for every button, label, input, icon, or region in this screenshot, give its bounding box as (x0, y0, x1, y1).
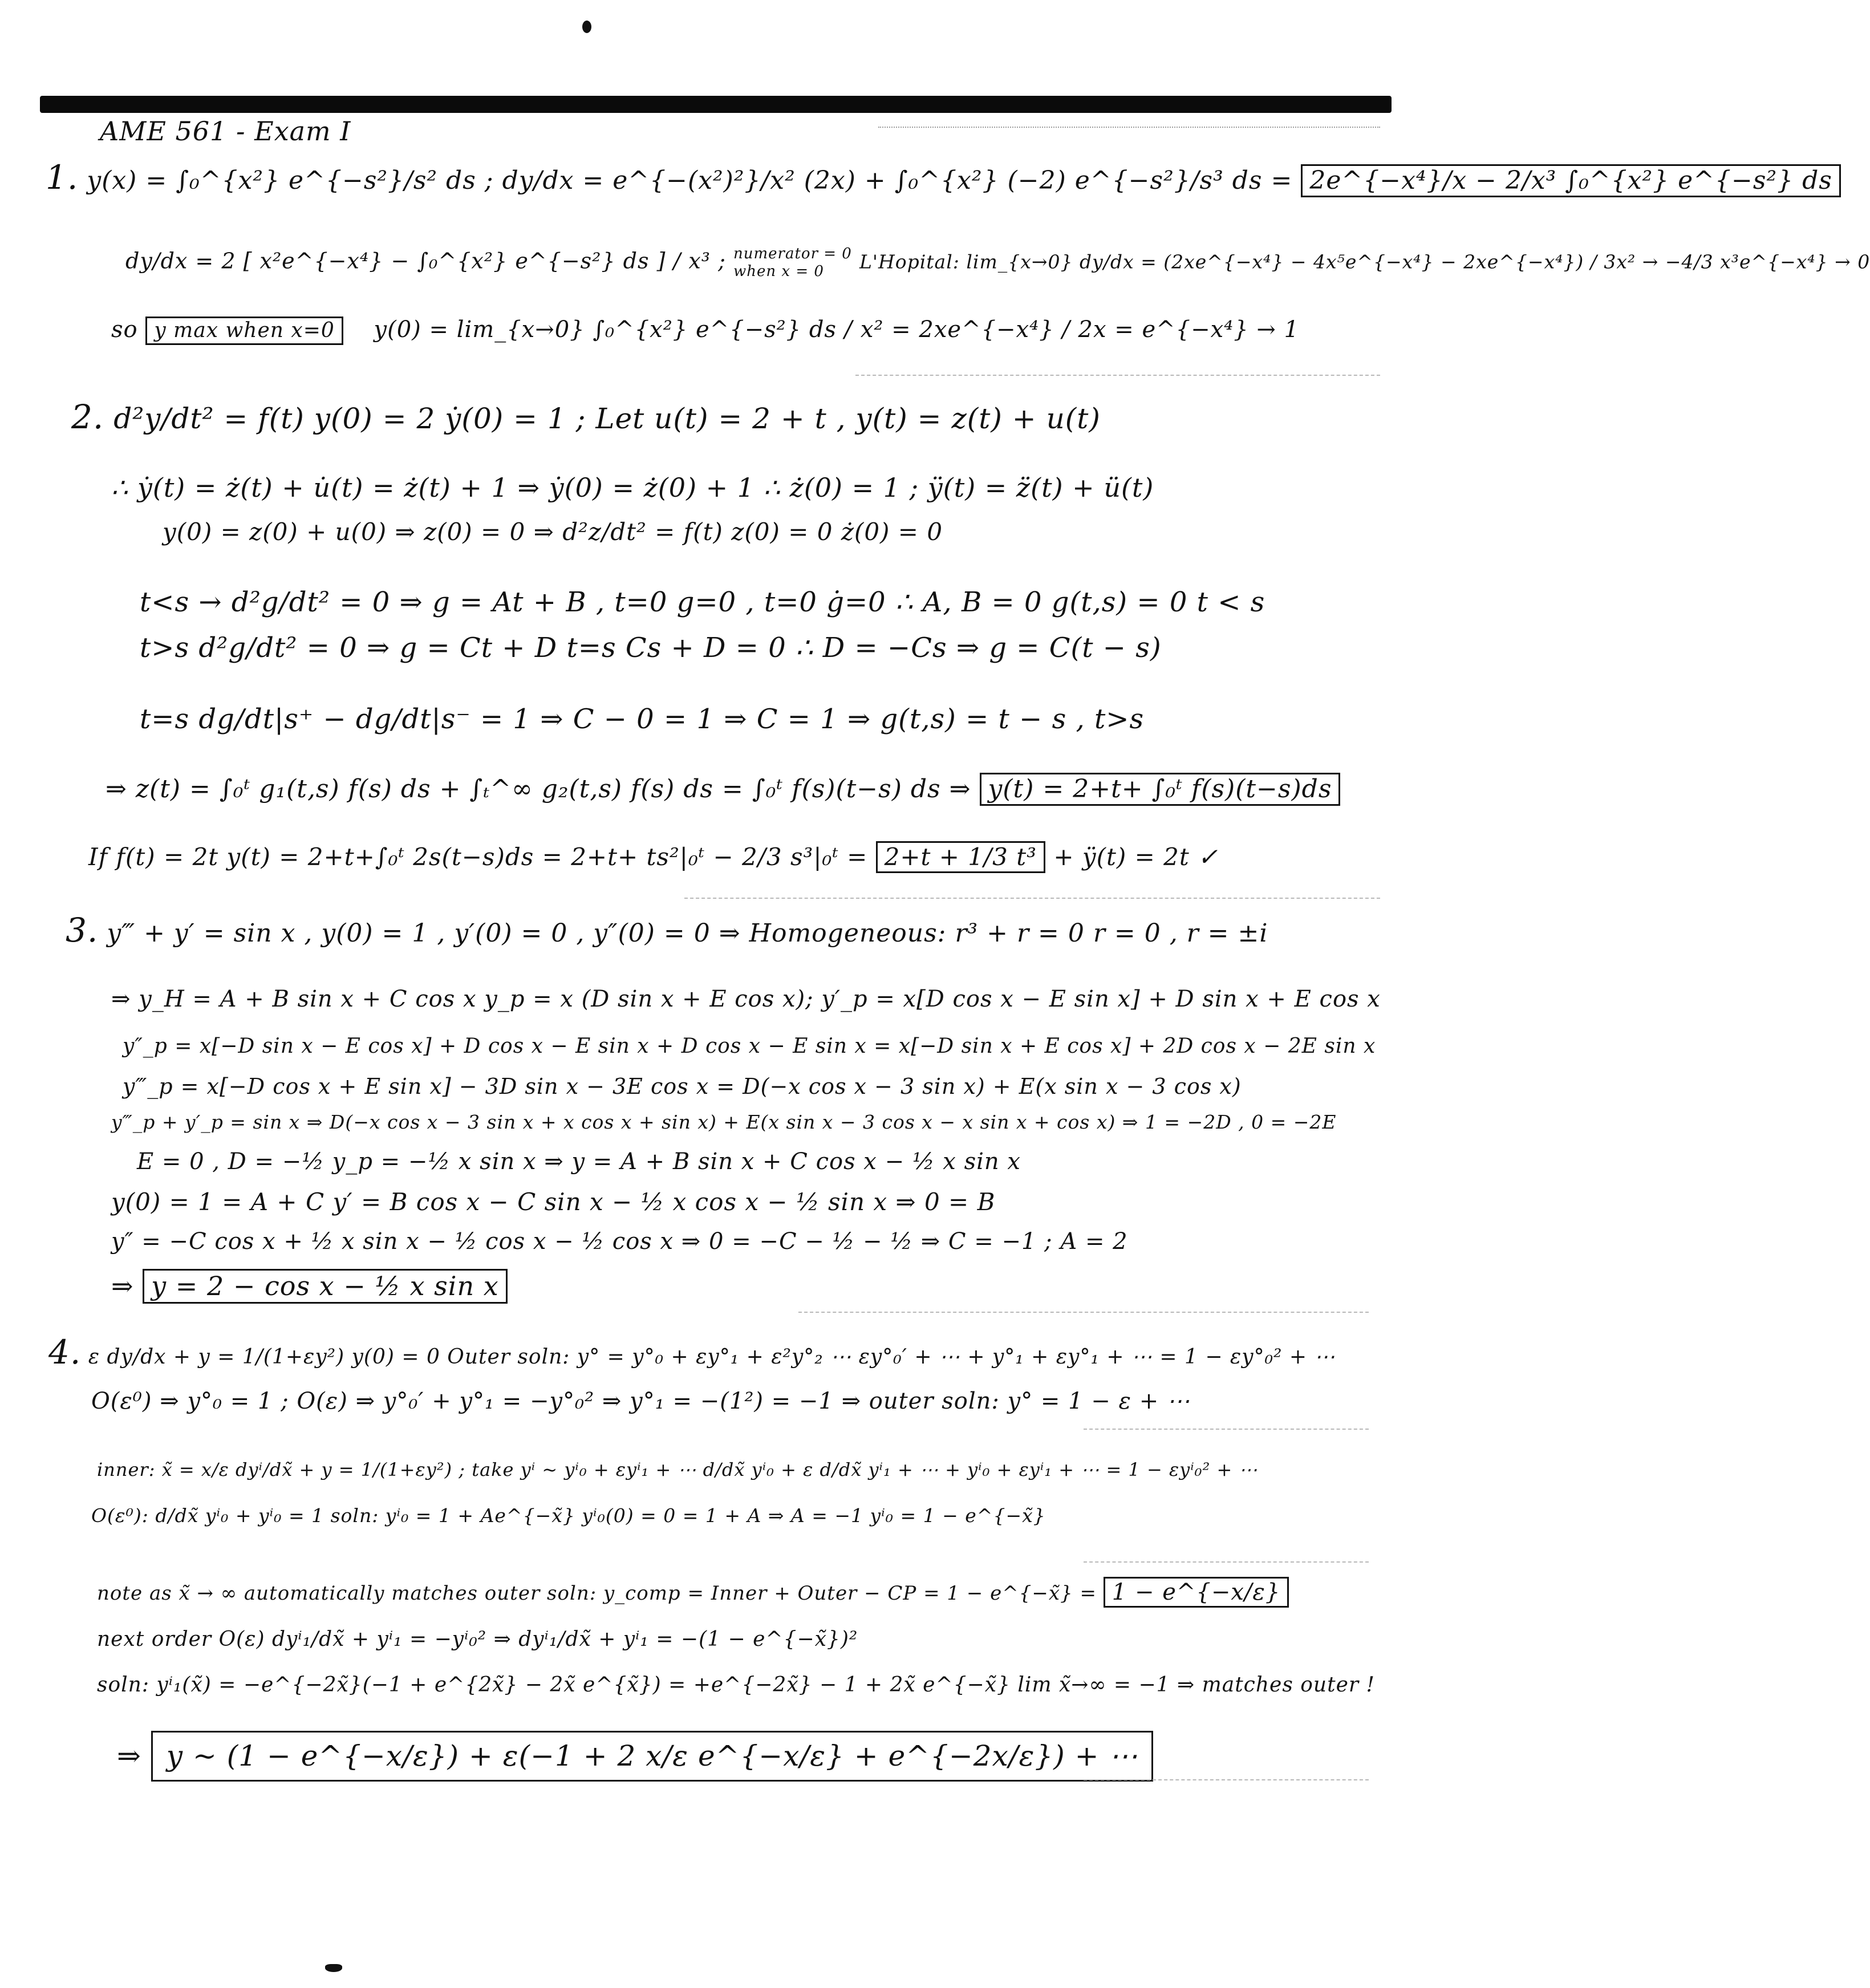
separator (1084, 1561, 1369, 1563)
problem-4-line-7: soln: yⁱ₁(x̃) = −e^{−2x̃}(−1 + e^{2x̃} − 2x̃ e^{x̃}) = +e^{−2x̃} − 1 + 2x̃ e^{−x̃} lim x̃→∞ = −1 ⇒ matches outer ! (97, 1673, 1375, 1697)
problem-2-eq-1: d²y/dt² = f(t) y(0) = 2 ẏ(0) = 1 ; Let u(t) = 2 + t , y(t) = z(t) + u(t) (113, 402, 1101, 435)
problem-2-eq-8: If f(t) = 2t y(t) = 2+t+∫₀ᵗ 2s(t−s)ds = 2+t+ ts²|₀ᵗ − 2/3 s³|₀ᵗ = (88, 843, 868, 871)
problem-4-line-2: O(ε⁰) ⇒ y°₀ = 1 ; O(ε) ⇒ y°₀′ + y°₁ = −y°₀² ⇒ y°₁ = −(1²) = −1 ⇒ outer soln: y° = 1 − ε + ⋯ (91, 1388, 1190, 1414)
problem-3-implies: ⇒ (111, 1271, 134, 1301)
problem-4-line-3: inner: x̃ = x/ε dyⁱ/dx̃ + y = 1/(1+εy²) ; take yⁱ ~ yⁱ₀ + εyⁱ₁ + ⋯ d/dx̃ yⁱ₀ + ε d/dx̃ yⁱ₁ + ⋯ + yⁱ₀ + εyⁱ₁ + ⋯ = 1 − εyⁱ₀² + ⋯ (97, 1459, 1258, 1480)
problem-1-line-2 (125, 245, 1870, 281)
bottom-ink-mark (325, 1964, 342, 1972)
separator (855, 375, 1380, 376)
problem-1-note-a: numerator = 0 (733, 245, 852, 262)
problem-2-eq-7: ⇒ z(t) = ∫₀ᵗ g₁(t,s) f(s) ds + ∫ₜ^∞ g₂(t,s) f(s) ds = ∫₀ᵗ f(s)(t−s) ds ⇒ (106, 774, 971, 804)
problem-4-line-6: next order O(ε) dyⁱ₁/dx̃ + yⁱ₁ = −yⁱ₀² ⇒ dyⁱ₁/dx̃ + yⁱ₁ = −(1 − e^{−x̃})² (97, 1628, 858, 1651)
problem-4-composite-answer-box: 1 − e^{−x/ε} (1104, 1577, 1289, 1608)
exam-title: AME 561 - Exam I (100, 116, 351, 147)
problem-2-solution-box: y(t) = 2+t+ ∫₀ᵗ f(s)(t−s)ds (980, 773, 1341, 806)
problem-2-line-8 (88, 841, 1218, 873)
problem-4-implies: ⇒ (117, 1739, 141, 1772)
problem-3-line-3: y″_p = x[−D sin x − E cos x] + D cos x − E sin x + D cos x − E sin x = x[−D sin x + E cos x] + 2D cos x − 2E sin x (123, 1034, 1376, 1058)
problem-1-so: so (111, 317, 138, 343)
problem-3-line-9 (111, 1269, 508, 1304)
top-ink-dot (582, 21, 591, 33)
problem-4-line-5 (97, 1577, 1289, 1608)
problem-1-eq-1: y(x) = ∫₀^{x²} e^{−s²}/s² ds ; dy/dx = e^{−(x²)²}/x² (2x) + ∫₀^{x²} (−2) e^{−s²}/s³ ds = (87, 166, 1293, 195)
problem-4-final-answer-box: y ~ (1 − e^{−x/ε}) + ε(−1 + 2 x/ε e^{−x/ε} + e^{−2x/ε}) + ⋯ (151, 1731, 1154, 1782)
problem-3-number: 3. (66, 911, 99, 950)
problem-3-line-4: y‴_p = x[−D cos x + E sin x] − 3D sin x − 3E cos x = D(−x cos x − 3 sin x) + E(x sin x − 3 cos x) (123, 1074, 1242, 1099)
problem-2-line-6: t=s dg/dt|s⁺ − dg/dt|s⁻ = 1 ⇒ C − 0 = 1 ⇒ C = 1 ⇒ g(t,s) = t − s , t>s (140, 703, 1145, 735)
problem-3-eq-1: y‴ + y′ = sin x , y(0) = 1 , y′(0) = 0 , y″(0) = 0 ⇒ Homogeneous: r³ + r = 0 r = 0 , r = ±i (107, 919, 1268, 948)
problem-2-line-5: t>s d²g/dt² = 0 ⇒ g = Ct + D t=s Cs + D = 0 ∴ D = −Cs ⇒ g = C(t − s) (140, 632, 1162, 664)
problem-1-eq-2: dy/dx = 2 [ x²e^{−x⁴} − ∫₀^{x²} e^{−s²} ds ] / x³ ; (125, 248, 726, 274)
scan-top-bar (40, 96, 1392, 113)
problem-2-number: 2. (71, 397, 104, 436)
problem-4-eq-1: ε dy/dx + y = 1/(1+εy²) y(0) = 0 Outer soln: y° = y°₀ + εy°₁ + ε²y°₂ ⋯ εy°₀′ + ⋯ + y°₁ + εy°₁ + ⋯ = 1 − εy°₀² + ⋯ (88, 1345, 1336, 1369)
problem-4-line-1 (48, 1334, 1336, 1371)
problem-3-line-8: y″ = −C cos x + ½ x sin x − ½ cos x − ½ cos x ⇒ 0 = −C − ½ − ½ ⇒ C = −1 ; A = 2 (111, 1228, 1128, 1255)
problem-1-limit: y(0) = lim_{x→0} ∫₀^{x²} e^{−s²} ds / x² = 2xe^{−x⁴} / 2x = e^{−x⁴} → 1 (374, 317, 1300, 343)
problem-1-number: 1. (46, 158, 79, 197)
problem-1-derivative-answer-box: 2e^{−x⁴}/x − 2/x³ ∫₀^{x²} e^{−s²} ds (1301, 164, 1841, 197)
problem-2-line-4: t<s → d²g/dt² = 0 ⇒ g = At + B , t=0 g=0 , t=0 ġ=0 ∴ A, B = 0 g(t,s) = 0 t < s (140, 586, 1265, 618)
problem-1-max-answer-box: y max when x=0 (145, 317, 343, 345)
separator (684, 898, 1380, 899)
problem-2-check: + ÿ(t) = 2t ✓ (1053, 843, 1219, 871)
problem-4-line-4: O(ε⁰): d/dx̃ yⁱ₀ + yⁱ₀ = 1 soln: yⁱ₀ = 1 + Ae^{−x̃} yⁱ₀(0) = 0 = 1 + A ⇒ A = −1 yⁱ₀ = 1 − e^{−x̃} (91, 1504, 1046, 1527)
problem-3-line-1 (66, 912, 1268, 949)
problem-1-line-3 (111, 317, 1299, 345)
separator (1084, 1429, 1369, 1430)
problem-1-note-b: when x = 0 (733, 263, 824, 281)
problem-1-lhopital: L'Hopital: lim_{x→0} dy/dx = (2xe^{−x⁴} − 4x⁵e^{−x⁴} − 2xe^{−x⁴}) / 3x² → −4/3 x³e^{−x⁴} → 0 (859, 250, 1870, 273)
problem-1-line-1 (46, 160, 1841, 197)
problem-2-example-answer-box: 2+t + 1/3 t³ (876, 841, 1045, 873)
problem-2-line-3: y(0) = z(0) + u(0) ⇒ z(0) = 0 ⇒ d²z/dt² = f(t) z(0) = 0 ż(0) = 0 (163, 518, 943, 546)
faint-rule (878, 127, 1380, 128)
problem-3-line-7: y(0) = 1 = A + C y′ = B cos x − C sin x − ½ x cos x − ½ sin x ⇒ 0 = B (111, 1188, 996, 1216)
problem-3-solution-box: y = 2 − cos x − ½ x sin x (143, 1269, 508, 1304)
problem-3-line-2: ⇒ y_H = A + B sin x + C cos x y_p = x (D sin x + E cos x); y′_p = x[D cos x − E sin x] + D sin x + E cos x (111, 986, 1381, 1012)
problem-4-eq-5: note as x̃ → ∞ automatically matches outer soln: y_comp = Inner + Outer − CP = 1 − e^{−x̃} = (97, 1582, 1097, 1605)
problem-4-line-8 (117, 1731, 1153, 1782)
problem-2-line-2: ∴ ẏ(t) = ż(t) + u̇(t) = ż(t) + 1 ⇒ ẏ(0) = ż(0) + 1 ∴ ż(0) = 1 ; ÿ(t) = z̈(t) + ü(t) (111, 472, 1154, 503)
separator (798, 1312, 1369, 1313)
problem-3-line-5: y‴_p + y′_p = sin x ⇒ D(−x cos x − 3 sin x + x cos x + sin x) + E(x sin x − 3 cos x − x sin x + cos x) ⇒ 1 = −2D , 0 = −2E (111, 1111, 1337, 1133)
problem-2-line-7 (106, 773, 1340, 806)
problem-3-line-6: E = 0 , D = −½ y_p = −½ x sin x ⇒ y = A + B sin x + C cos x − ½ x sin x (137, 1149, 1021, 1175)
problem-4-number: 4. (48, 1333, 82, 1372)
separator (1084, 1779, 1369, 1781)
problem-2-line-1 (71, 399, 1101, 436)
